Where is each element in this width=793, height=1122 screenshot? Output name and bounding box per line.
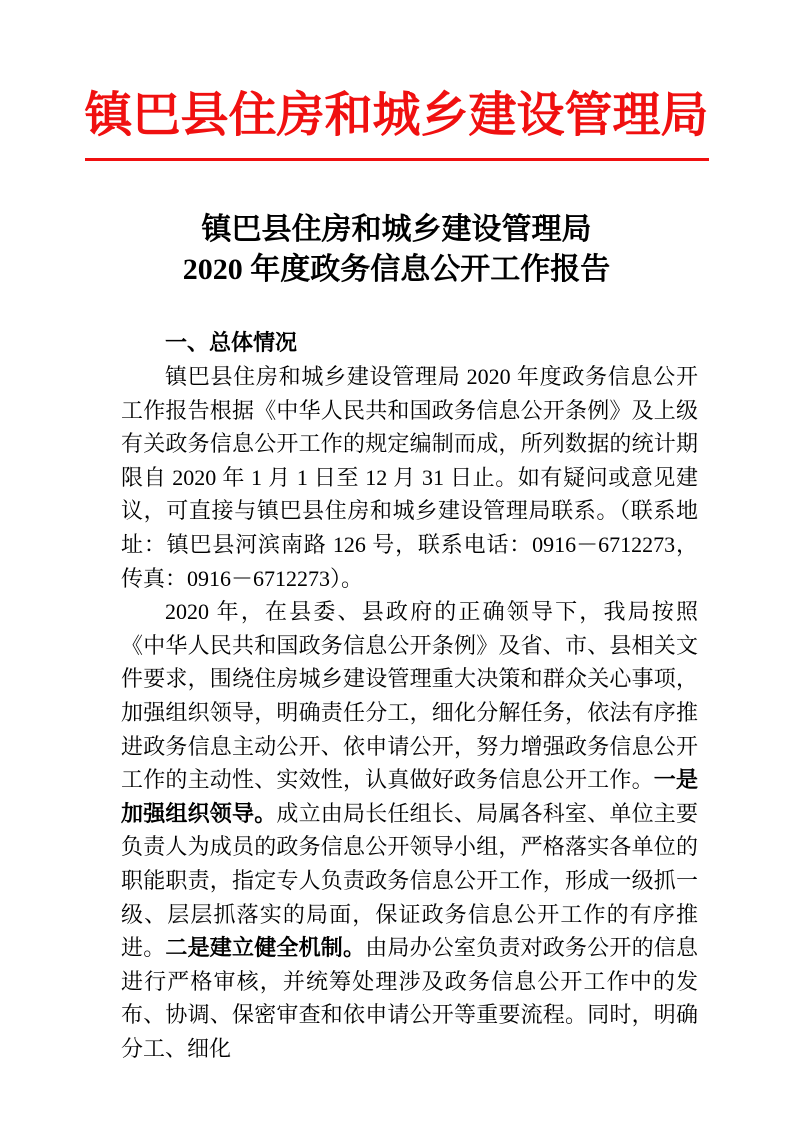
paragraph-report-basis: 镇巴县住房和城乡建设管理局 2020 年度政务信息公开工作报告根据《中华人民共和国政务信息公开条例》及上级有关政务信息公开工作的规定编制而成，所列数据的统计期限自 2020 年 1 月 1 日至 12 月 31 日止。如有疑问或意见建议，可直接与镇巴县住房和城乡建设管理局联系。（联系地址：镇巴县河滨南路 126 号，联系电话：0916－6712273，传真：0916－6712273）。 <box>121 364 698 591</box>
section-heading-overview: 一、总体情况 <box>165 330 298 355</box>
document-body <box>121 326 698 1065</box>
document-title-line-1: 镇巴县住房和城乡建设管理局 <box>201 213 592 246</box>
letterhead-banner <box>0 0 793 161</box>
document-title-line-2: 2020 年度政务信息公开工作报告 <box>182 253 611 286</box>
text-run: 成立由局长任组长、局属各科室、单位主要负责人为成员的政务信息公开领导小组，严格落实各单位的职能职责，指定专人负责政务信息公开工作，形成一级抓一级、层层抓落实的局面，保证政务信息公开工作的有序推进。 <box>121 800 698 961</box>
text-run: 2020 年，在县委、县政府的正确领导下，我局按照《中华人民共和国政务信息公开条例》及省、市、县相关文件要求，围绕住房城乡建设管理重大决策和群众关心事项，加强组织领导，明确责任分工，细化分解任务，依法有序推进政务信息主动公开、依申请公开，努力增强政务信息公开工作的主动性、实效性，认真做好政务信息公开工作。 <box>121 599 698 793</box>
letterhead-rule-divider <box>85 158 709 161</box>
text-run: 由局办公室负责对政务公开的信息进行严格审核，并统筹处理涉及政务信息公开工作中的发布、协调、保密审查和依申请公开等重要流程。同时，明确分工、细化 <box>121 935 698 1061</box>
bold-emphasis-run-first-measure: 一是加强组织领导。 <box>121 767 698 826</box>
document-title <box>0 210 793 290</box>
paragraph-work-measures <box>121 595 698 1065</box>
letterhead-title: 镇巴县住房和城乡建设管理局 <box>84 89 709 142</box>
bold-emphasis-run-second-measure: 二是建立健全机制。 <box>165 935 366 961</box>
